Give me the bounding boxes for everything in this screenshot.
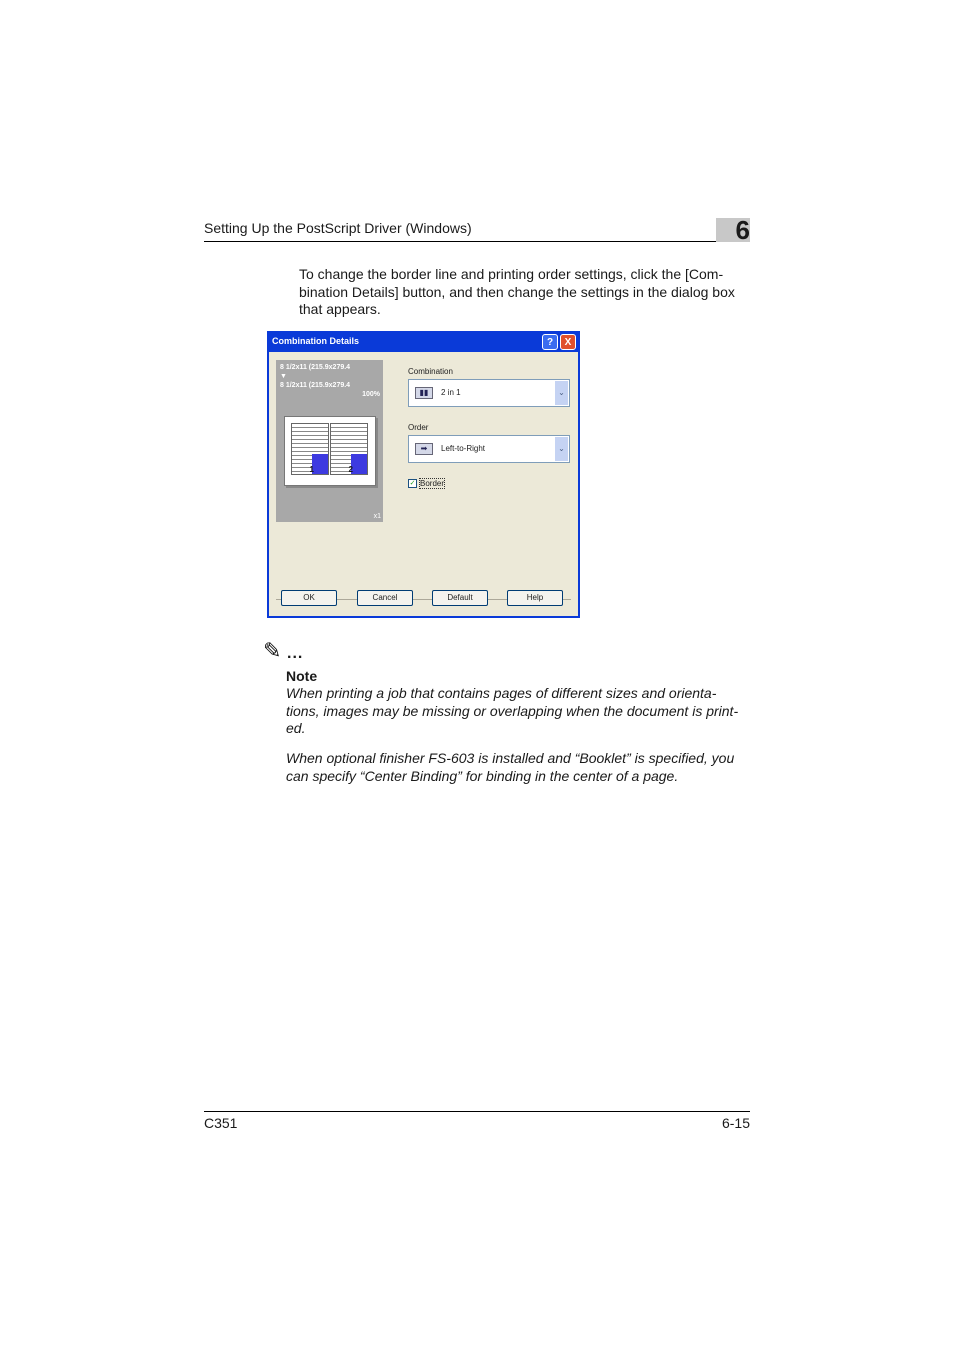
- note-line: tions, images may be missing or overlapping when the document is print-: [286, 702, 739, 719]
- combination-select[interactable]: [408, 379, 570, 407]
- ok-button[interactable]: OK: [281, 590, 337, 606]
- note-line: can specify “Center Binding” for binding in the center of a page.: [286, 767, 679, 784]
- intro-line: that appears.: [299, 301, 381, 317]
- note-paragraph-1: [286, 685, 752, 738]
- intro-line: bination Details] button, and then change the settings in the dialog box: [299, 283, 735, 300]
- combination-label: Combination: [408, 367, 453, 376]
- note-heading: Note: [286, 668, 318, 684]
- preview-page-left: [291, 423, 329, 475]
- pencil-icon: ✎: [263, 638, 282, 663]
- preview-page-2-block: [348, 454, 367, 474]
- preview-output-size: 8 1/2x11 (215.9x279.4: [280, 382, 351, 389]
- help-icon[interactable]: ?: [542, 334, 558, 350]
- header-rule: [204, 241, 750, 242]
- combination-value: 2 in 1: [441, 388, 461, 397]
- default-button[interactable]: Default: [432, 590, 488, 606]
- two-pages-icon: ▮▮: [415, 387, 433, 399]
- preview-page-right: [330, 423, 368, 475]
- preview-page: [284, 416, 376, 486]
- preview-page-2-number: 2: [348, 465, 353, 474]
- layout-preview: [276, 360, 383, 522]
- chapter-number: 6: [735, 215, 750, 245]
- chevron-down-icon[interactable]: ⌄: [555, 437, 568, 461]
- footer-rule: [204, 1111, 750, 1112]
- help-button[interactable]: Help: [507, 590, 563, 606]
- preview-page-1-block: [309, 454, 328, 474]
- preview-copies: x1: [373, 513, 381, 520]
- note-line: When optional finisher FS-603 is installed and “Booklet” is specified, you: [286, 750, 735, 766]
- preview-source-size: 8 1/2x11 (215.9x279.4: [280, 364, 351, 371]
- border-checkbox-label[interactable]: Border: [420, 479, 445, 488]
- note-dots: ...: [287, 645, 304, 662]
- preview-page-1-number: 1: [309, 465, 314, 474]
- cancel-button[interactable]: Cancel: [357, 590, 413, 606]
- dialog-title: Combination Details: [272, 336, 360, 346]
- border-checkbox[interactable]: ✓: [409, 480, 416, 487]
- intro-line: To change the border line and printing order settings, click the [Com-: [299, 266, 724, 282]
- order-select[interactable]: [408, 435, 570, 463]
- preview-scale: 100%: [362, 391, 380, 398]
- footer-model: C351: [204, 1115, 238, 1131]
- dialog-body: [269, 352, 578, 616]
- close-icon[interactable]: X: [560, 334, 576, 350]
- arrow-right-icon: ➡: [415, 443, 433, 455]
- combination-details-dialog: [267, 331, 580, 618]
- intro-paragraph: [299, 266, 751, 319]
- order-value: Left-to-Right: [441, 444, 486, 453]
- note-line: ed.: [286, 720, 306, 736]
- chevron-down-icon: ▼: [280, 373, 287, 380]
- running-header-title: Setting Up the PostScript Driver (Windows): [204, 220, 472, 236]
- chevron-down-icon[interactable]: ⌄: [555, 381, 568, 405]
- order-label: Order: [408, 423, 429, 432]
- note-line: When printing a job that contains pages of different sizes and orienta-: [286, 685, 717, 701]
- footer-page-number: 6-15: [721, 1115, 750, 1131]
- note-paragraph-2: [286, 750, 752, 785]
